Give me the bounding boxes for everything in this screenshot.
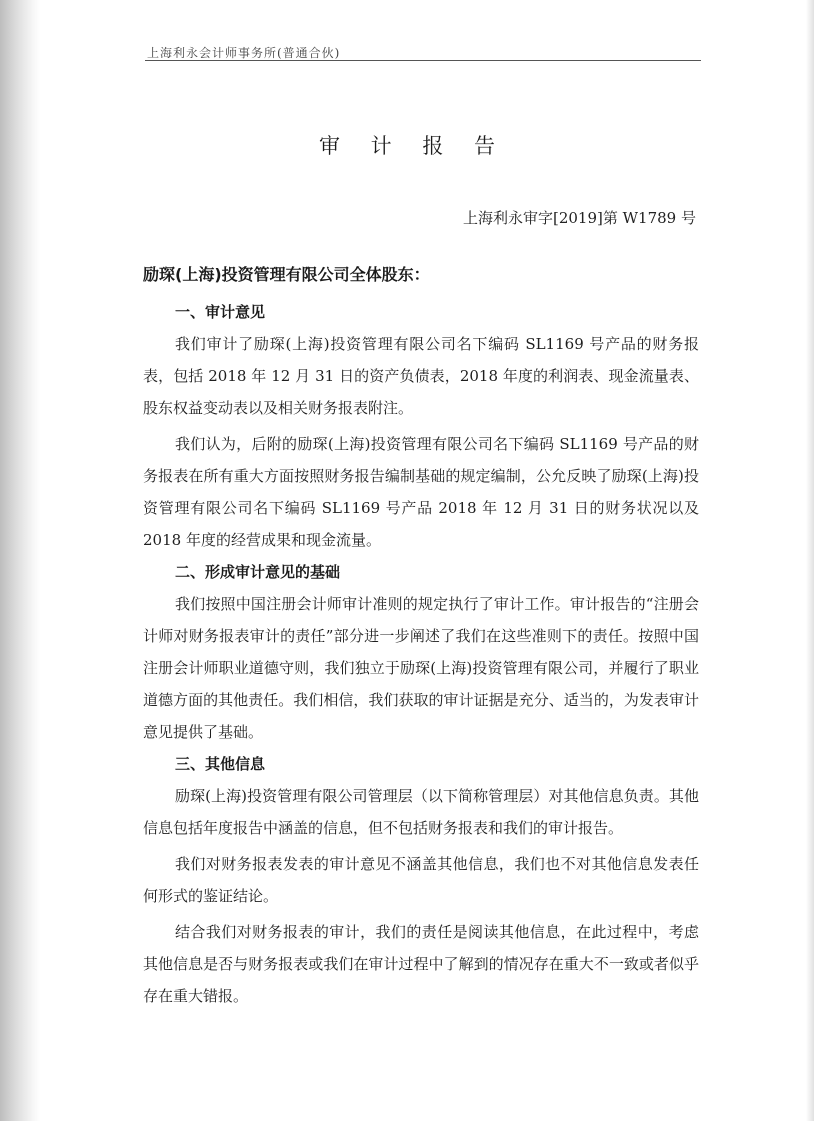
header-divider <box>145 60 701 61</box>
header-firm-name: 上海利永会计师事务所(普通合伙) <box>147 46 341 60</box>
paragraph: 励琛(上海)投资管理有限公司管理层（以下简称管理层）对其他信息负责。其他信息包括年度报告中涵盖的信息，但不包括财务报表和我们的审计报告。 <box>143 787 699 837</box>
page-title: 审 计 报 告 <box>318 134 508 158</box>
scan-left-shadow <box>0 0 40 1121</box>
addressee: 励琛(上海)投资管理有限公司全体股东： <box>143 265 430 284</box>
reference-number: 上海利永审字[2019]第 W1789 号 <box>462 209 696 227</box>
paragraph: 我们认为，后附的励琛(上海)投资管理有限公司名下编码 SL1169 号产品的财务报表在所有重大方面按照财务报告编制基础的规定编制，公允反映了励琛(上海)投资管理有限公司名下编码 SL1169 号产品 2018 年 12 月 31 日的财务状况以及 2018 年度的经营成果和现金流量。 <box>143 435 699 549</box>
paragraph: 我们按照中国注册会计师审计准则的规定执行了审计工作。审计报告的“注册会计师对财务报表审计的责任”部分进一步阐述了我们在这些准则下的责任。按照中国注册会计师职业道德守则，我们独立于励琛(上海)投资管理有限公司，并履行了职业道德方面的其他责任。我们相信，我们获取的审计证据是充分、适当的，为发表审计意见提供了基础。 <box>143 595 699 741</box>
report-body <box>143 296 699 1012</box>
section-heading-audit-opinion: 一、审计意见 <box>175 303 266 321</box>
section-heading-basis-for-opinion: 二、形成审计意见的基础 <box>175 563 341 581</box>
paragraph: 结合我们对财务报表的审计，我们的责任是阅读其他信息，在此过程中，考虑其他信息是否与财务报表或我们在审计过程中了解到的情况存在重大不一致或者似乎存在重大错报。 <box>143 923 699 1005</box>
paragraph: 我们对财务报表发表的审计意见不涵盖其他信息，我们也不对其他信息发表任何形式的鉴证结论。 <box>143 855 699 905</box>
scan-right-edge <box>806 0 814 1121</box>
section-heading-other-information: 三、其他信息 <box>175 755 266 773</box>
paragraph: 我们审计了励琛(上海)投资管理有限公司名下编码 SL1169 号产品的财务报表，包括 2018 年 12 月 31 日的资产负债表，2018 年度的利润表、现金流量表、股东权益变动表以及相关财务报表附注。 <box>143 335 699 417</box>
